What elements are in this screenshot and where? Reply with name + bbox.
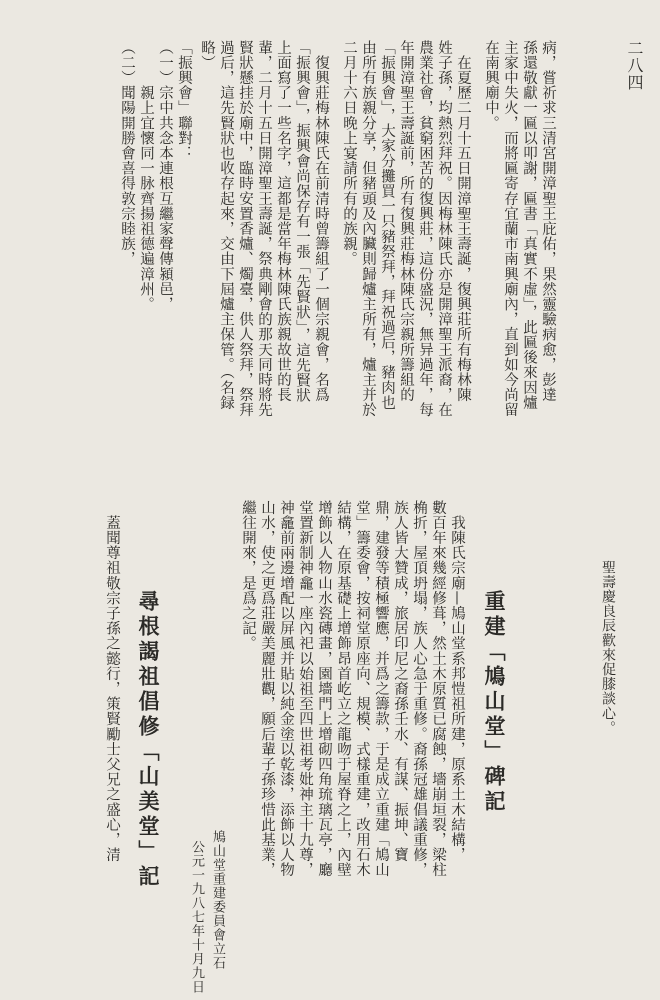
para-line-1: 病，嘗祈求三清宮開漳聖王庇佑，果然靈驗病愈，彭達: [540, 40, 556, 403]
stele-signature: 鳩山堂重建委員會立石: [210, 830, 225, 970]
stele-line-12: 繼往開來，是爲之記。: [240, 500, 256, 651]
stele-line-11: 山水，使之更爲莊嚴美麗壯觀，願后輩子孫珍惜此基業，: [259, 500, 275, 878]
stele-line-7: 結構，在原基礎上增飾昂首屹立之龍吻于屋脊之上，內壁: [335, 500, 351, 878]
para-line-11: 二月十六日晚上宴請所有的族親。: [341, 40, 357, 267]
para-line-3: 主家中失火，而將匾寄存宜蘭市南興廟內，直到如今尚留: [502, 40, 518, 418]
para-line-6: 姓子孫，均熱烈拜祝。因梅林陳氏亦是開漳聖王派裔，在: [436, 40, 452, 418]
stele-line-6: 堂」籌委會，按祠堂原座向、規模、式樣重建，改用石木: [354, 500, 370, 878]
stele-line-3: 桷折，屋頂坍塌，族人心急于重修。裔孫冠雄倡議重修，: [411, 500, 427, 878]
para-line-16: 賢狀懸挂於廟中，臨時安置香爐、燭臺，供人祭拜，祭拜: [237, 40, 253, 418]
couplet-line-1: （一）宗中共念本連根互繼家聲傳潁邑，: [157, 40, 173, 312]
stele-line-9: 堂置新制神龕一座內祀以始祖至四世祖考妣神主十九尊，: [297, 500, 313, 878]
para-line-4: 在南興廟中。: [483, 40, 499, 131]
para-line-17: 過后，這先賢狀也收存起來，交由下屆爐主保管。（名録: [218, 40, 234, 411]
stele-line-8: 增飾以人物山水瓷磚畫，園墻門上增砌四角琉璃瓦亭，廳: [316, 500, 332, 878]
para-line-18: 略）: [199, 40, 215, 71]
couplet-heading: 「振興會」聯對：: [176, 40, 192, 161]
para-line-5: 在夏歷二月十五日開漳聖王壽誕，復興莊所有梅林陳: [455, 40, 471, 403]
para-line-9: 「振興會」，大家分攤買一只豬祭拜，拜祝過后，豬肉也: [379, 40, 395, 411]
para-line-10: 由所有族親分享，但豬頭及內臟則歸爐主所有，爐主并於: [360, 40, 376, 418]
para-line-2: 孫還敬獻一匾以叩謝，匾書「真實不虛」，此匾後來因爐: [521, 40, 537, 411]
stele-line-2: 數百年來幾經修葺，然土木原質已腐蝕，墻崩垣裂，梁柱: [430, 500, 446, 878]
article-line-1: 蓋聞尊祖敬宗子孫之懿行，策賢勵士父兄之盛心，清: [104, 500, 120, 863]
article-title: 尋根謁祖倡修「山美堂」記: [136, 590, 161, 890]
stele-line-4: 族人皆大贊成，旅居印尼之裔孫壬水、有謀、振坤、寶: [392, 500, 408, 863]
stele-title: 重建「鳩山堂」碑記: [482, 590, 507, 815]
page-number: 二八四: [625, 40, 644, 91]
para-line-13: 「振興會」，振興會尚保存有一張「先賢狀」，這先賢狀: [294, 40, 310, 403]
verse-line: 聖壽慶良辰歡來促膝談心。: [600, 560, 616, 736]
stele-date: 公元一九八七年十月九日: [189, 840, 204, 994]
para-line-7: 農業社會，貧窮困苦的復興莊，這份盛況，無异過年，每: [417, 40, 433, 418]
para-line-8: 年開漳聖王壽誕前，所有復興莊梅林陳氏宗親所籌組的: [398, 40, 414, 403]
stele-line-5: 鼎，建發等積極響應，并爲之籌款，于是成立重建「鳩山: [373, 500, 389, 878]
para-line-12: 復興莊梅林陳氏在前清時曾籌組了一個宗親會，名爲: [313, 40, 329, 403]
couplet-line-2: 親上宜懷同一脉齊揚祖德遍漳州。: [138, 40, 154, 312]
para-line-14: 上面寫了一些名字，這都是當年梅林陳氏族親故世的長: [275, 40, 291, 403]
couplet-line-3: （二）聞陽開勝會喜得敦宗睦族，: [119, 40, 135, 267]
stele-line-10: 神龕前兩邊增配以屏風并貼以純金塗以乾漆，添飾以人物: [278, 500, 294, 878]
stele-line-1: 我陳氏宗廟—鳩山堂系邦愷祖所建，原系土木結構，: [449, 500, 465, 863]
para-line-15: 輩，二月十五日開漳聖王壽誕，祭典剛會的那天同時將先: [256, 40, 272, 418]
